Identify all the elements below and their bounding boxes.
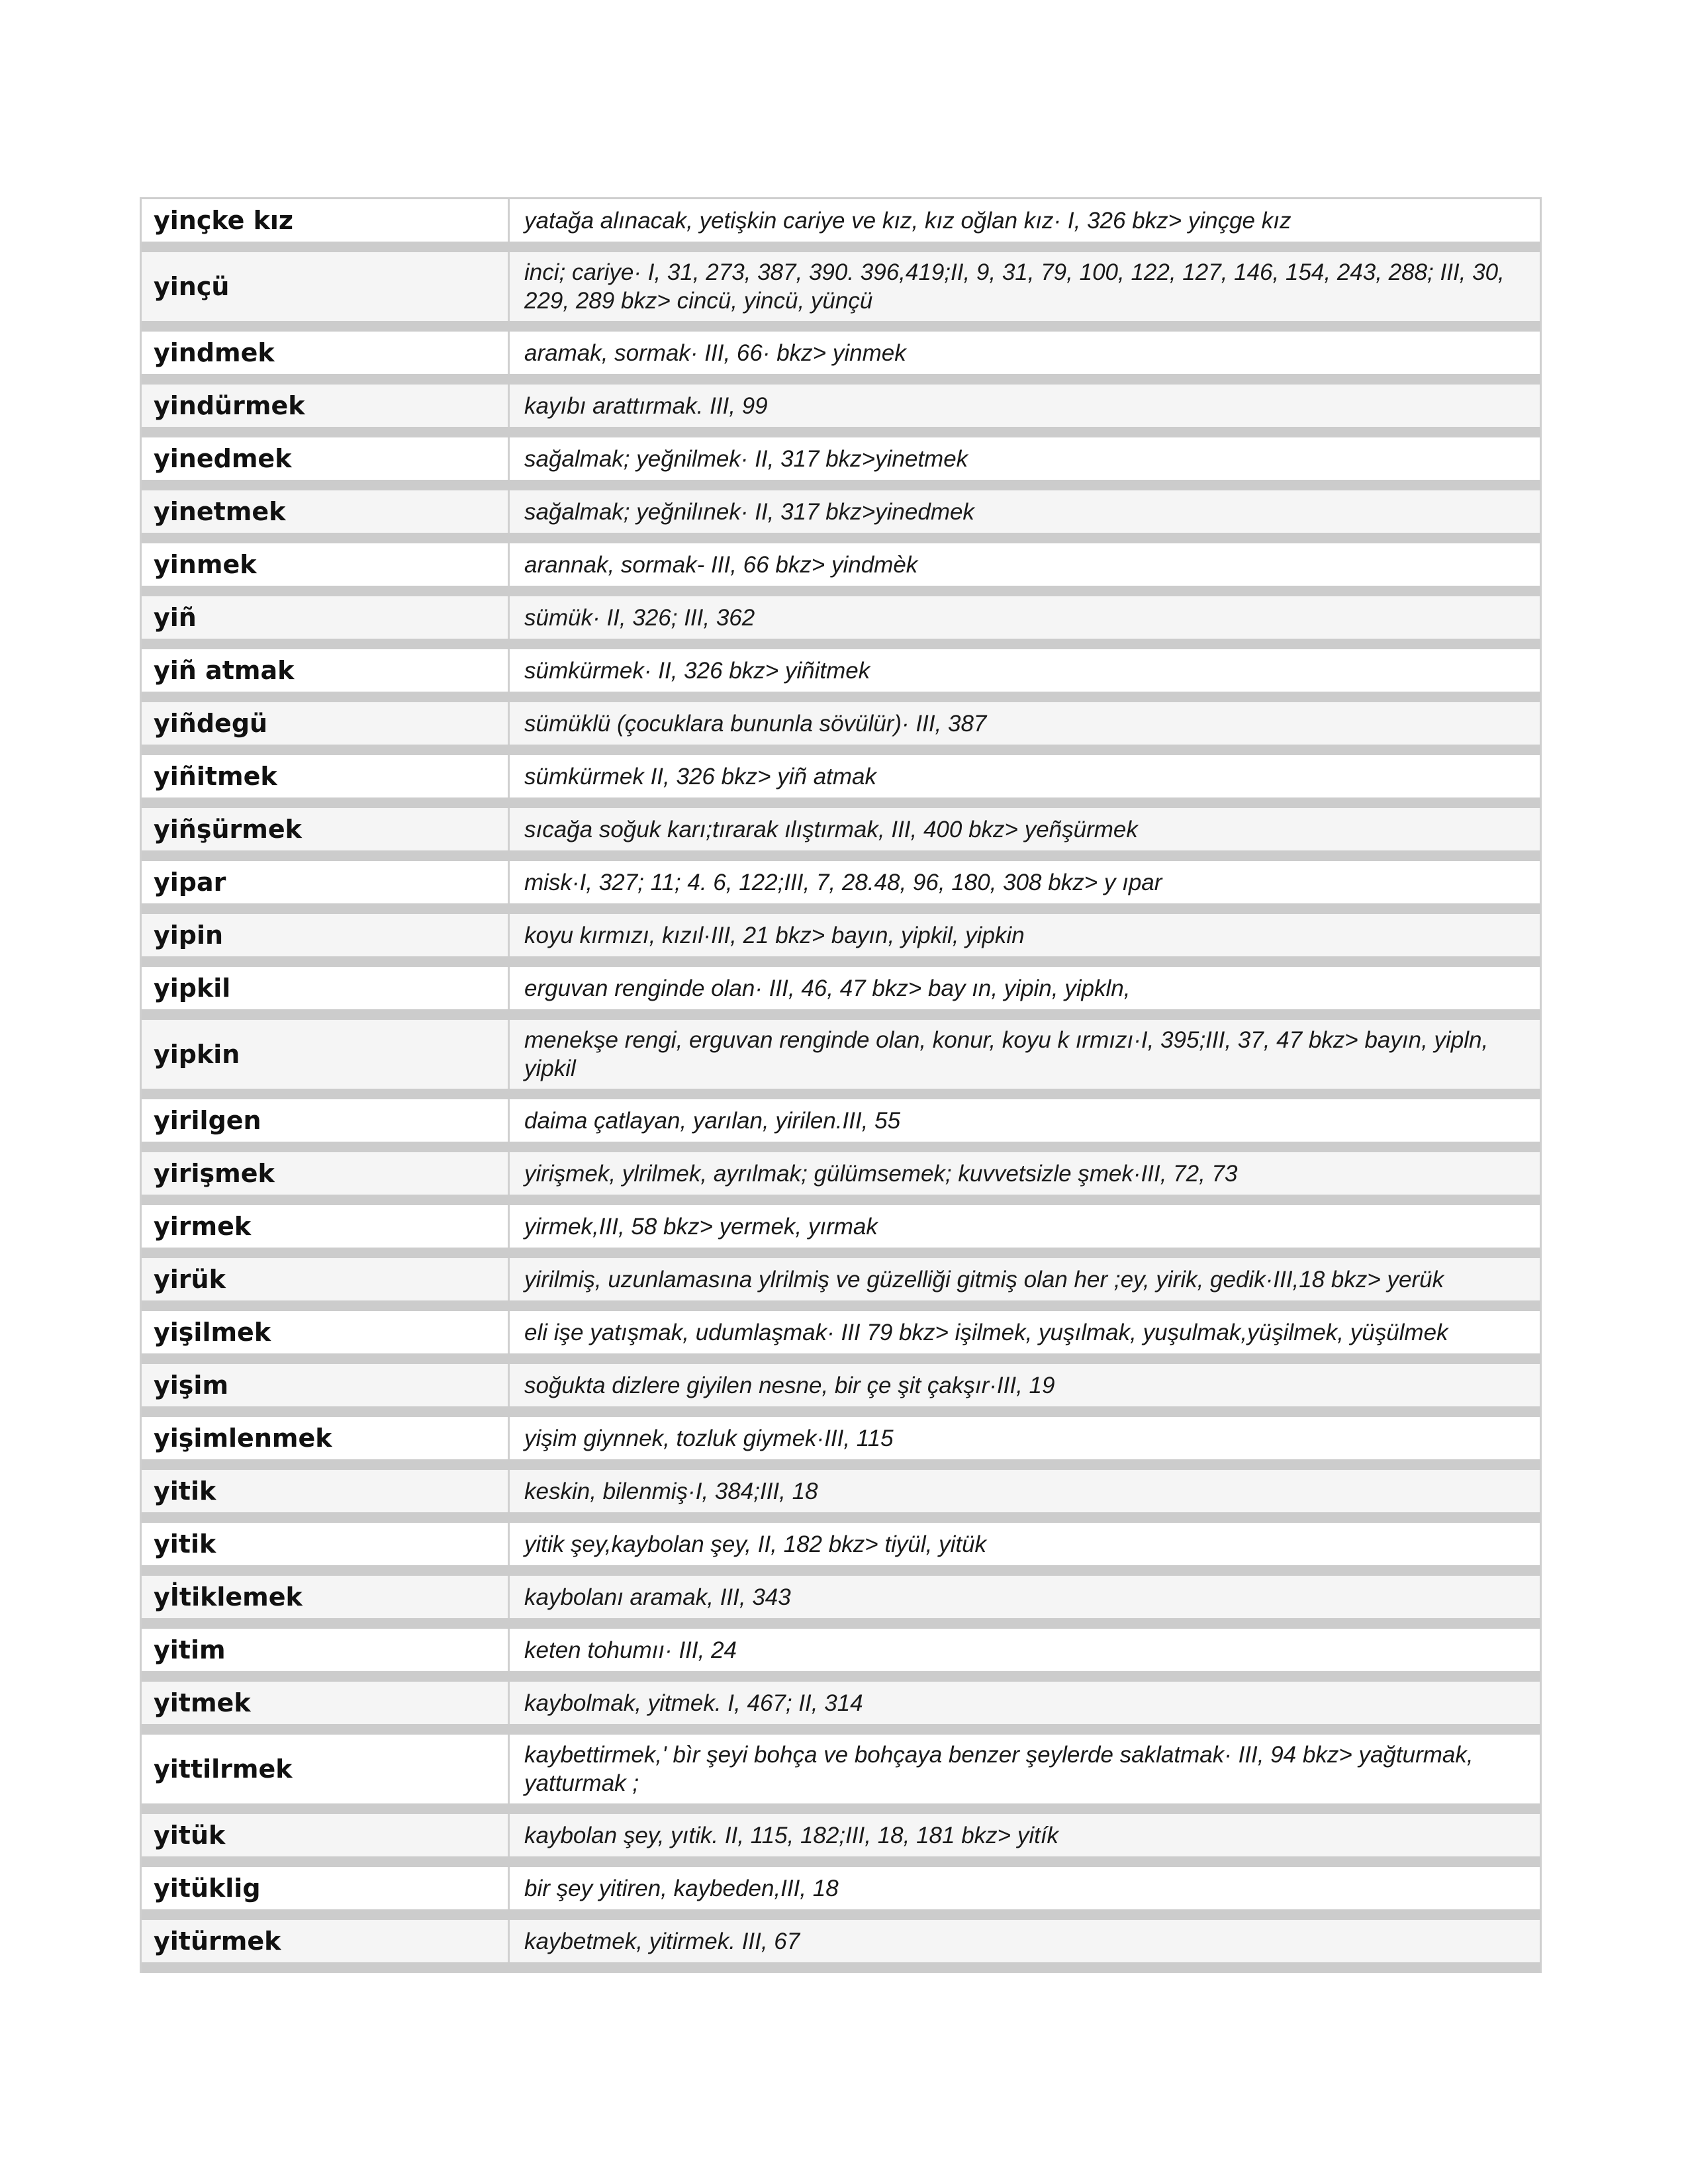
entry-definition: kaybolanı aramak, III, 343: [524, 1584, 791, 1610]
entry-definition: sümkürmek· II, 326 bkz> yiñitmek: [524, 657, 870, 684]
entry-term: yinçke kız: [142, 199, 510, 242]
table-row: [142, 1152, 1540, 1205]
entry-definition: kaybolmak, yitmek. I, 467; II, 314: [524, 1690, 863, 1716]
entry-term: yirük: [142, 1258, 510, 1300]
entry-term: yipin: [142, 914, 510, 956]
table-row: [142, 1629, 1540, 1682]
table-row: [142, 1417, 1540, 1470]
entry-definition: keten tohumıı· III, 24: [524, 1637, 737, 1663]
table-row: [142, 1099, 1540, 1152]
entry-definition: misk·I, 327; 11; 4. 6, 122;III, 7, 28.48, 96, 180, 308 bkz> y ıpar: [524, 869, 1162, 895]
table-row: [142, 1205, 1540, 1258]
entry-definition: bir şey yitiren, kaybeden,III, 18: [524, 1875, 839, 1901]
entry-term: yinedmek: [142, 437, 510, 480]
entry-term: yiñdegü: [142, 702, 510, 745]
entry-term: yinçü: [142, 252, 510, 321]
entry-definition: daima çatlayan, yarılan, yirilen.III, 55: [524, 1107, 901, 1134]
entry-definition: arannak, sormak- III, 66 bkz> yindmèk: [524, 551, 918, 578]
table-row: [142, 755, 1540, 808]
entry-definition: yirişmek, ylrilmek, ayrılmak; gülümsemek; kuvvetsizle şmek·III, 72, 73: [524, 1160, 1238, 1187]
table-row: [142, 199, 1540, 252]
table-row: [142, 1470, 1540, 1523]
entry-term: yittilrmek: [142, 1735, 510, 1803]
table-row: [142, 1364, 1540, 1417]
entry-definition: sağalmak; yeğnilmek· II, 317 bkz>yinetmek: [524, 445, 968, 472]
entry-term: yipkil: [142, 967, 510, 1009]
entry-term: yitük: [142, 1814, 510, 1856]
dictionary-table: [140, 197, 1542, 1973]
entry-term: yirilgen: [142, 1099, 510, 1142]
entry-definition: sümüklü (çocuklara bununla sövülür)· III, 387: [524, 710, 987, 737]
table-row: [142, 1020, 1540, 1099]
entry-term: yindürmek: [142, 385, 510, 427]
table-row: [142, 437, 1540, 490]
entry-definition: eli işe yatışmak, udumlaşmak· III 79 bkz> işilmek, yuşılmak, yuşulmak,yüşilmek, yüşülmek: [524, 1319, 1448, 1345]
entry-term: yiñşürmek: [142, 808, 510, 850]
table-row: [142, 1735, 1540, 1814]
entry-definition: sümkürmek II, 326 bkz> yiñ atmak: [524, 763, 877, 790]
entry-definition: koyu kırmızı, kızıl·III, 21 bkz> bayın, yipkil, yipkin: [524, 922, 1025, 948]
table-row: [142, 808, 1540, 861]
entry-definition: yirilmiş, uzunlamasına ylrilmiş ve güzelliği gitmiş olan her ;ey, yirik, gedik·III,18 bkz> yerük: [524, 1266, 1444, 1293]
entry-term: yitim: [142, 1629, 510, 1671]
entry-term: yişimlenmek: [142, 1417, 510, 1459]
table-row: [142, 1258, 1540, 1311]
table-row: [142, 702, 1540, 755]
table-row: [142, 490, 1540, 543]
table-row: [142, 914, 1540, 967]
table-row: [142, 649, 1540, 702]
entry-term: yiñ: [142, 596, 510, 639]
table-row: [142, 861, 1540, 914]
entry-term: yirmek: [142, 1205, 510, 1248]
entry-definition: kaybetmek, yitirmek. III, 67: [524, 1928, 800, 1954]
table-row: [142, 1814, 1540, 1867]
entry-definition: kaybolan şey, yıtik. II, 115, 182;III, 18, 181 bkz> yitík: [524, 1822, 1059, 1848]
entry-term: yİtiklemek: [142, 1576, 510, 1618]
table-row: [142, 385, 1540, 437]
entry-term: yitmek: [142, 1682, 510, 1724]
entry-term: yirişmek: [142, 1152, 510, 1195]
entry-definition: yatağa alınacak, yetişkin cariye ve kız, kız oğlan kız· I, 326 bkz> yinçge kız: [524, 207, 1291, 234]
entry-term: yitik: [142, 1523, 510, 1565]
entry-definition: yirmek,III, 58 bkz> yermek, yırmak: [524, 1213, 878, 1240]
table-row: [142, 1311, 1540, 1364]
entry-definition: keskin, bilenmiş·I, 384;III, 18: [524, 1478, 818, 1504]
entry-term: yiñitmek: [142, 755, 510, 797]
entry-definition: menekşe rengi, erguvan renginde olan, konur, koyu k ırmızı·I, 395;III, 37, 47 bkz> bayın, yipln, yipkil: [524, 1027, 1489, 1081]
entry-definition: inci; cariye· I, 31, 273, 387, 390. 396,419;II, 9, 31, 79, 100, 122, 127, 146, 154, 243, 288; III, 30, 229, 289 bkz> cincü, yincü, yünçü: [524, 259, 1505, 314]
table-row: [142, 1920, 1540, 1973]
entry-definition: erguvan renginde olan· III, 46, 47 bkz> bay ın, yipin, yipkln,: [524, 975, 1131, 1001]
table-row: [142, 1523, 1540, 1576]
entry-definition: yitik şey,kaybolan şey, II, 182 bkz> tiyül, yitük: [524, 1531, 987, 1557]
table-row: [142, 1867, 1540, 1920]
table-row: [142, 1682, 1540, 1735]
table-row: [142, 332, 1540, 385]
entry-term: yiñ atmak: [142, 649, 510, 692]
entry-definition: soğukta dizlere giyilen nesne, bir çe şit çakşır·III, 19: [524, 1372, 1055, 1398]
table-row: [142, 252, 1540, 332]
table-row: [142, 543, 1540, 596]
entry-term: yindmek: [142, 332, 510, 374]
entry-definition: sıcağa soğuk karı;tırarak ılıştırmak, III, 400 bkz> yeñşürmek: [524, 816, 1138, 842]
entry-definition: kaybettirmek,' bìr şeyi bohça ve bohçaya benzer şeylerde saklatmak· III, 94 bkz> yağturmak, yatturmak ;: [524, 1742, 1474, 1796]
entry-definition: aramak, sormak· III, 66· bkz> yinmek: [524, 340, 906, 366]
entry-term: yipkin: [142, 1020, 510, 1089]
entry-term: yipar: [142, 861, 510, 903]
entry-definition: sağalmak; yeğnilınek· II, 317 bkz>yinedmek: [524, 498, 974, 525]
table-row: [142, 596, 1540, 649]
entry-term: yitik: [142, 1470, 510, 1512]
entry-definition: yişim giynnek, tozluk giymek·III, 115: [524, 1425, 894, 1451]
table-row: [142, 967, 1540, 1020]
entry-definition: sümük· II, 326; III, 362: [524, 604, 755, 631]
entry-term: yişim: [142, 1364, 510, 1406]
table-row: [142, 1576, 1540, 1629]
entry-term: yinmek: [142, 543, 510, 586]
entry-definition: kayıbı arattırmak. III, 99: [524, 392, 768, 419]
entry-term: yişilmek: [142, 1311, 510, 1353]
entry-term: yitüklig: [142, 1867, 510, 1909]
entry-term: yitürmek: [142, 1920, 510, 1962]
entry-term: yinetmek: [142, 490, 510, 533]
